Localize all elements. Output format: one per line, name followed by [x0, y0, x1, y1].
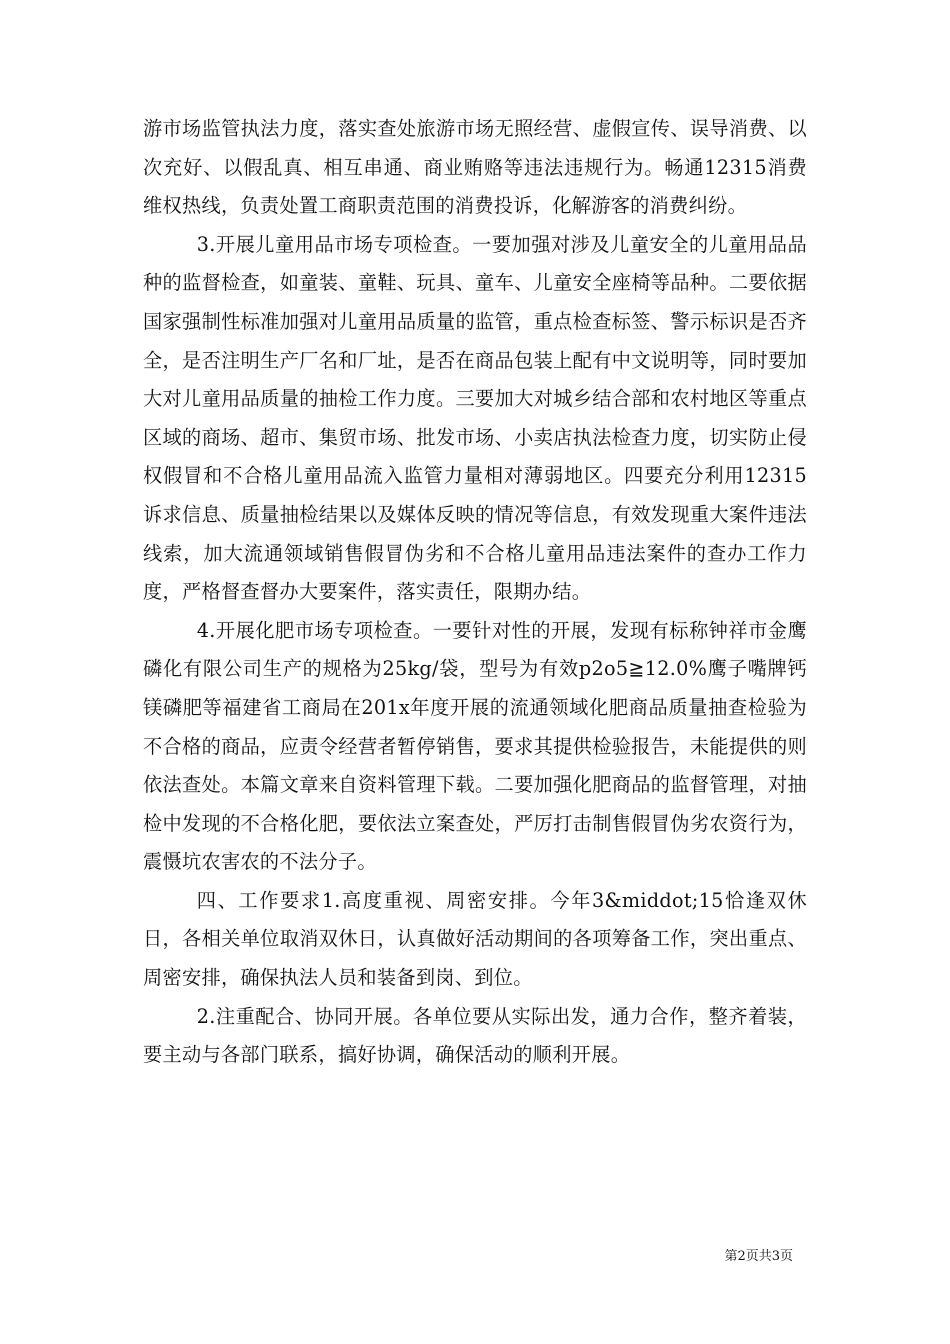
paragraph-fertilizer-inspection: 4.开展化肥市场专项检查。一要针对性的开展，发现有标称钟祥市金鹰磷化有限公司生产的规格为25kg/袋，型号为有效p2o5≧12.0%鹰子嘴牌钙镁磷肥等福建省工商局在201x年度开展的流通领域化肥商品质量抽查检验为不合格的商品，应责令经营者暂停销售，要求其提供检验报告，未能提供的则依法查处。本篇文章来自资料管理下载。二要加强化肥商品的监督管理，对抽检中发现的不合格化肥，要依法立案查处，严厉打击制售假冒伪劣农资行为，震慑坑农害农的不法分子。 [143, 618, 807, 874]
paragraph-children-products-inspection: 3.开展儿童用品市场专项检查。一要加强对涉及儿童安全的儿童用品品种的监督检查，如童装、童鞋、玩具、童车、儿童安全座椅等品种。二要依据国家强制性标准加强对儿童用品质量的监管，重点检查标签、警示标识是否齐全，是否注明生产厂名和厂址，是否在商品包装上配有中文说明等，同时要加大对儿童用品质量的抽检工作力度。三要加大对城乡结合部和农村地区等重点区域的商场、超市、集贸市场、批发市场、小卖店执法检查力度，切实防止侵权假冒和不合格儿童用品流入监管力量相对薄弱地区。四要充分利用12315诉求信息、质量抽检结果以及媒体反映的情况等信息，有效发现重大案件违法线索，加大流通领域销售假冒伪劣和不合格儿童用品违法案件的查办工作力度，严格督查督办大要案件，落实责任，限期办结。 [143, 232, 807, 604]
paragraph-coordination: 2.注重配合、协同开展。各单位要从实际出发，通力合作，整齐着装，要主动与各部门联系，搞好协调，确保活动的顺利开展。 [143, 1004, 807, 1067]
document-body [143, 110, 807, 1075]
paragraph-work-requirements: 四、工作要求1.高度重视、周密安排。今年3&middot;15恰逢双休日，各相关单位取消双休日，认真做好活动期间的各项筹备工作，突出重点、周密安排，确保执法人员和装备到岗、到位。 [143, 888, 807, 990]
paragraph-tourism-supervision: 游市场监管执法力度，落实查处旅游市场无照经营、虚假宣传、误导消费、以次充好、以假乱真、相互串通、商业贿赂等违法违规行为。畅通12315消费维权热线，负责处置工商职责范围的消费投诉，化解游客的消费纠纷。 [143, 117, 807, 218]
page-number-label: 第2页共3页 [724, 1249, 793, 1264]
page-number-footer [0, 1249, 950, 1265]
